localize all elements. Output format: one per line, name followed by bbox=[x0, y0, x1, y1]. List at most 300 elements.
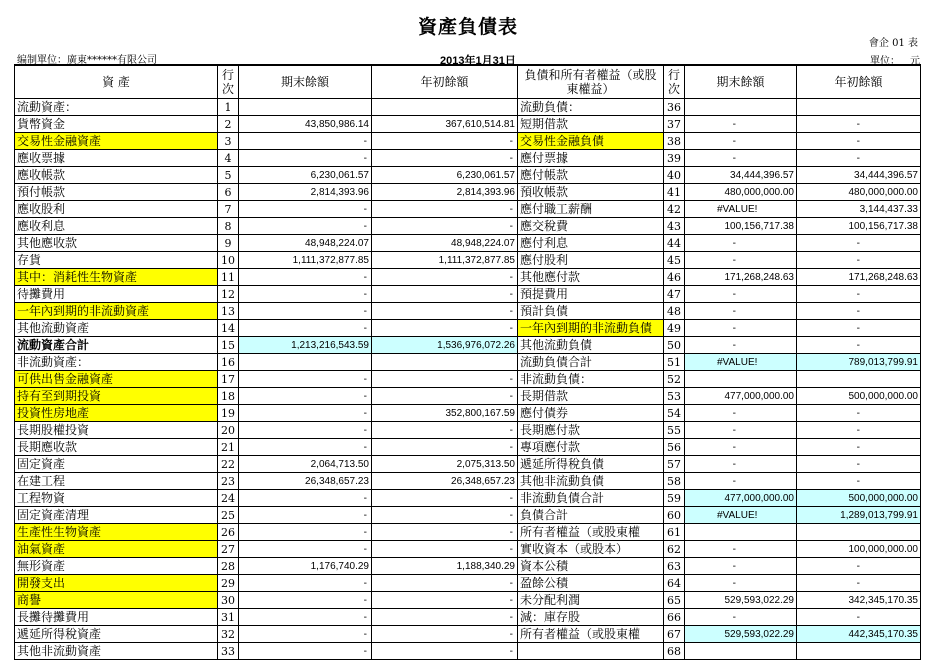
liability-begin-balance-cell bbox=[797, 524, 921, 541]
liability-line-no-cell: 51 bbox=[664, 354, 685, 371]
liability-line-no-cell: 60 bbox=[664, 507, 685, 524]
liability-end-balance-header: 期末餘額 bbox=[685, 65, 797, 99]
liability-end-balance-cell: - bbox=[685, 252, 797, 269]
asset-name-cell: 長攤待攤費用 bbox=[15, 609, 218, 626]
liability-name-cell: 應付票據 bbox=[518, 150, 664, 167]
liability-line-no-cell: 46 bbox=[664, 269, 685, 286]
liability-line-no-cell: 68 bbox=[664, 643, 685, 660]
asset-end-balance-cell: - bbox=[239, 575, 372, 592]
asset-line-no-cell: 30 bbox=[218, 592, 239, 609]
asset-end-balance-cell: - bbox=[239, 405, 372, 422]
liability-begin-balance-cell: - bbox=[797, 575, 921, 592]
liability-name-cell: 非流動負債合計 bbox=[518, 490, 664, 507]
liability-begin-balance-cell: - bbox=[797, 558, 921, 575]
liability-begin-balance-cell: - bbox=[797, 337, 921, 354]
asset-name-cell: 流動資產合計 bbox=[15, 337, 218, 354]
liability-line-no-cell: 61 bbox=[664, 524, 685, 541]
asset-name-cell: 應收股利 bbox=[15, 201, 218, 218]
asset-end-balance-cell: - bbox=[239, 422, 372, 439]
liability-line-no-cell: 62 bbox=[664, 541, 685, 558]
liability-line-header: 行 次 bbox=[664, 65, 685, 99]
liability-begin-balance-cell: - bbox=[797, 405, 921, 422]
asset-line-no-cell: 5 bbox=[218, 167, 239, 184]
asset-end-balance-cell: 43,850,986.14 bbox=[239, 116, 372, 133]
asset-line-no-cell: 31 bbox=[218, 609, 239, 626]
asset-name-cell: 長期應收款 bbox=[15, 439, 218, 456]
liability-line-no-cell: 44 bbox=[664, 235, 685, 252]
liability-end-balance-cell: 480,000,000.00 bbox=[685, 184, 797, 201]
liability-end-balance-cell: #VALUE! bbox=[685, 201, 797, 218]
liability-name-cell: 短期借款 bbox=[518, 116, 664, 133]
asset-end-balance-cell: - bbox=[239, 609, 372, 626]
liability-name-cell: 預計負債 bbox=[518, 303, 664, 320]
asset-name-cell: 開發支出 bbox=[15, 575, 218, 592]
asset-begin-balance-cell: - bbox=[372, 371, 518, 388]
table-row bbox=[15, 320, 921, 337]
liability-end-balance-cell bbox=[685, 371, 797, 388]
liability-begin-balance-cell: 789,013,799.91 bbox=[797, 354, 921, 371]
liability-name-cell: 所有者權益（或股東權 bbox=[518, 524, 664, 541]
liability-name-cell: 所有者權益（或股東權 bbox=[518, 626, 664, 643]
liability-end-balance-cell: - bbox=[685, 320, 797, 337]
liability-end-balance-cell: - bbox=[685, 439, 797, 456]
liability-end-balance-cell: - bbox=[685, 575, 797, 592]
asset-end-balance-cell: - bbox=[239, 490, 372, 507]
asset-begin-balance-cell: 6,230,061.57 bbox=[372, 167, 518, 184]
asset-begin-balance-cell bbox=[372, 354, 518, 371]
liability-name-cell: 應付職工薪酬 bbox=[518, 201, 664, 218]
liability-begin-balance-cell: 500,000,000.00 bbox=[797, 388, 921, 405]
table-row bbox=[15, 116, 921, 133]
liability-begin-balance-cell bbox=[797, 99, 921, 116]
table-row bbox=[15, 422, 921, 439]
liability-line-no-cell: 49 bbox=[664, 320, 685, 337]
liability-begin-balance-cell: 100,156,717.38 bbox=[797, 218, 921, 235]
asset-begin-balance-cell: - bbox=[372, 320, 518, 337]
liability-begin-balance-cell: - bbox=[797, 252, 921, 269]
asset-line-no-cell: 15 bbox=[218, 337, 239, 354]
asset-line-no-cell: 4 bbox=[218, 150, 239, 167]
table-row bbox=[15, 252, 921, 269]
header-row bbox=[15, 65, 921, 99]
asset-begin-balance-cell: - bbox=[372, 133, 518, 150]
asset-end-balance-cell: - bbox=[239, 150, 372, 167]
liability-name-cell bbox=[518, 643, 664, 660]
liability-end-balance-cell: 529,593,022.29 bbox=[685, 592, 797, 609]
liability-name-cell: 資本公積 bbox=[518, 558, 664, 575]
asset-end-balance-cell: 6,230,061.57 bbox=[239, 167, 372, 184]
table-row bbox=[15, 592, 921, 609]
table-row bbox=[15, 626, 921, 643]
asset-name-cell: 投資性房地產 bbox=[15, 405, 218, 422]
asset-begin-balance-cell: - bbox=[372, 269, 518, 286]
table-row bbox=[15, 167, 921, 184]
asset-name-cell: 存貨 bbox=[15, 252, 218, 269]
liability-name-cell: 長期借款 bbox=[518, 388, 664, 405]
asset-end-balance-cell: - bbox=[239, 643, 372, 660]
asset-name-cell: 待攤費用 bbox=[15, 286, 218, 303]
asset-begin-balance-cell: - bbox=[372, 150, 518, 167]
asset-line-header: 行 次 bbox=[218, 65, 239, 99]
table-row bbox=[15, 99, 921, 116]
liability-end-balance-cell: - bbox=[685, 303, 797, 320]
liability-line-no-cell: 67 bbox=[664, 626, 685, 643]
liability-line-no-cell: 38 bbox=[664, 133, 685, 150]
liability-begin-balance-cell: - bbox=[797, 286, 921, 303]
asset-line-no-cell: 3 bbox=[218, 133, 239, 150]
asset-line-no-cell: 28 bbox=[218, 558, 239, 575]
asset-line-no-cell: 13 bbox=[218, 303, 239, 320]
liability-name-cell: 盈餘公積 bbox=[518, 575, 664, 592]
asset-end-balance-cell: - bbox=[239, 388, 372, 405]
liability-end-balance-cell: - bbox=[685, 133, 797, 150]
asset-line-no-cell: 18 bbox=[218, 388, 239, 405]
asset-line-no-cell: 20 bbox=[218, 422, 239, 439]
asset-end-balance-cell: - bbox=[239, 201, 372, 218]
asset-begin-balance-cell: 367,610,514.81 bbox=[372, 116, 518, 133]
asset-line-no-cell: 25 bbox=[218, 507, 239, 524]
liability-end-balance-cell: #VALUE! bbox=[685, 354, 797, 371]
liability-name-cell: 應付利息 bbox=[518, 235, 664, 252]
liability-begin-balance-cell: 3,144,437.33 bbox=[797, 201, 921, 218]
report-date: 2013年1月31日 bbox=[440, 55, 516, 67]
liability-begin-balance-cell: 342,345,170.35 bbox=[797, 592, 921, 609]
form-code: 會企 01 表 bbox=[868, 38, 918, 49]
asset-name-cell: 其他非流動資產 bbox=[15, 643, 218, 660]
liability-begin-balance-cell: - bbox=[797, 303, 921, 320]
asset-end-balance-cell bbox=[239, 99, 372, 116]
liability-end-balance-cell: - bbox=[685, 541, 797, 558]
asset-end-balance-cell: 2,814,393.96 bbox=[239, 184, 372, 201]
asset-begin-balance-cell: - bbox=[372, 218, 518, 235]
liability-begin-balance-cell: - bbox=[797, 473, 921, 490]
asset-name-cell: 持有至到期投資 bbox=[15, 388, 218, 405]
asset-line-no-cell: 8 bbox=[218, 218, 239, 235]
asset-end-balance-cell: - bbox=[239, 541, 372, 558]
asset-end-balance-cell: - bbox=[239, 133, 372, 150]
asset-end-balance-cell: - bbox=[239, 524, 372, 541]
asset-line-no-cell: 14 bbox=[218, 320, 239, 337]
asset-begin-balance-cell: 1,536,976,072.26 bbox=[372, 337, 518, 354]
table-row bbox=[15, 609, 921, 626]
liability-line-no-cell: 55 bbox=[664, 422, 685, 439]
liability-name-cell: 預收帳款 bbox=[518, 184, 664, 201]
liability-end-balance-cell: 100,156,717.38 bbox=[685, 218, 797, 235]
asset-begin-balance-cell: - bbox=[372, 422, 518, 439]
asset-line-no-cell: 29 bbox=[218, 575, 239, 592]
asset-line-no-cell: 7 bbox=[218, 201, 239, 218]
liability-begin-balance-cell: 442,345,170.35 bbox=[797, 626, 921, 643]
liability-end-balance-cell bbox=[685, 99, 797, 116]
asset-name-cell: 可供出售金融資產 bbox=[15, 371, 218, 388]
liability-line-no-cell: 57 bbox=[664, 456, 685, 473]
liability-begin-balance-header: 年初餘額 bbox=[797, 65, 921, 99]
liability-name-cell: 預提費用 bbox=[518, 286, 664, 303]
asset-end-balance-cell: - bbox=[239, 439, 372, 456]
asset-begin-balance-cell: - bbox=[372, 524, 518, 541]
asset-name-cell: 商譽 bbox=[15, 592, 218, 609]
asset-line-no-cell: 26 bbox=[218, 524, 239, 541]
liability-line-no-cell: 36 bbox=[664, 99, 685, 116]
asset-end-balance-cell: - bbox=[239, 626, 372, 643]
liability-begin-balance-cell: - bbox=[797, 439, 921, 456]
asset-name-cell: 預付帳款 bbox=[15, 184, 218, 201]
asset-end-balance-cell: - bbox=[239, 507, 372, 524]
table-row bbox=[15, 490, 921, 507]
balance-sheet-table bbox=[14, 64, 921, 660]
liability-name-cell: 負債合計 bbox=[518, 507, 664, 524]
asset-begin-balance-cell: - bbox=[372, 490, 518, 507]
asset-name-cell: 遞延所得稅資產 bbox=[15, 626, 218, 643]
asset-end-balance-cell: - bbox=[239, 592, 372, 609]
liability-name-cell: 長期應付款 bbox=[518, 422, 664, 439]
asset-begin-balance-cell: 2,075,313.50 bbox=[372, 456, 518, 473]
liability-name-cell: 應付股利 bbox=[518, 252, 664, 269]
asset-line-no-cell: 17 bbox=[218, 371, 239, 388]
liability-begin-balance-cell: - bbox=[797, 235, 921, 252]
liability-begin-balance-cell bbox=[797, 371, 921, 388]
asset-begin-balance-cell: - bbox=[372, 439, 518, 456]
asset-begin-balance-cell: - bbox=[372, 541, 518, 558]
liability-end-balance-cell bbox=[685, 643, 797, 660]
liability-name-cell: 流動負債合計 bbox=[518, 354, 664, 371]
liability-end-balance-cell: - bbox=[685, 422, 797, 439]
table-row bbox=[15, 524, 921, 541]
organization-label: 编制單位：廣東******有限公司 bbox=[17, 55, 157, 66]
liability-name-cell: 交易性金融負債 bbox=[518, 133, 664, 150]
asset-name-cell: 流動資產： bbox=[15, 99, 218, 116]
liability-end-balance-cell: 34,444,396.57 bbox=[685, 167, 797, 184]
asset-begin-balance-cell bbox=[372, 99, 518, 116]
asset-end-balance-cell: 1,111,372,877.85 bbox=[239, 252, 372, 269]
liability-line-no-cell: 56 bbox=[664, 439, 685, 456]
unit-value: 元 bbox=[910, 56, 920, 67]
liability-header: 負債和所有者權益（或股東權益） bbox=[518, 65, 664, 99]
asset-line-no-cell: 19 bbox=[218, 405, 239, 422]
asset-end-balance-cell: - bbox=[239, 303, 372, 320]
asset-name-cell: 油氣資產 bbox=[15, 541, 218, 558]
asset-begin-balance-cell: - bbox=[372, 303, 518, 320]
table-row bbox=[15, 303, 921, 320]
asset-name-cell: 生產性生物資產 bbox=[15, 524, 218, 541]
liability-line-no-cell: 41 bbox=[664, 184, 685, 201]
table-row bbox=[15, 354, 921, 371]
liability-name-cell: 減：庫存股 bbox=[518, 609, 664, 626]
table-row bbox=[15, 337, 921, 354]
asset-end-balance-header: 期末餘額 bbox=[239, 65, 372, 99]
table-row bbox=[15, 218, 921, 235]
liability-line-no-cell: 64 bbox=[664, 575, 685, 592]
table-row bbox=[15, 507, 921, 524]
asset-end-balance-cell: 2,064,713.50 bbox=[239, 456, 372, 473]
table-row bbox=[15, 575, 921, 592]
asset-begin-balance-cell: 2,814,393.96 bbox=[372, 184, 518, 201]
liability-end-balance-cell: - bbox=[685, 473, 797, 490]
liability-name-cell: 其他非流動負債 bbox=[518, 473, 664, 490]
liability-line-no-cell: 54 bbox=[664, 405, 685, 422]
liability-end-balance-cell: - bbox=[685, 235, 797, 252]
asset-end-balance-cell: 1,176,740.29 bbox=[239, 558, 372, 575]
liability-line-no-cell: 40 bbox=[664, 167, 685, 184]
table-row bbox=[15, 269, 921, 286]
asset-line-no-cell: 1 bbox=[218, 99, 239, 116]
asset-begin-balance-cell: - bbox=[372, 388, 518, 405]
asset-name-cell: 非流動資產： bbox=[15, 354, 218, 371]
asset-name-cell: 貨幣資金 bbox=[15, 116, 218, 133]
liability-end-balance-cell: #VALUE! bbox=[685, 507, 797, 524]
asset-name-cell: 工程物資 bbox=[15, 490, 218, 507]
liability-name-cell: 流動負債： bbox=[518, 99, 664, 116]
liability-begin-balance-cell bbox=[797, 643, 921, 660]
liability-end-balance-cell: 171,268,248.63 bbox=[685, 269, 797, 286]
liability-name-cell: 其他應付款 bbox=[518, 269, 664, 286]
liability-name-cell: 應付債券 bbox=[518, 405, 664, 422]
liability-line-no-cell: 42 bbox=[664, 201, 685, 218]
liability-line-no-cell: 37 bbox=[664, 116, 685, 133]
asset-name-cell: 應收帳款 bbox=[15, 167, 218, 184]
asset-line-no-cell: 27 bbox=[218, 541, 239, 558]
asset-begin-balance-cell: - bbox=[372, 575, 518, 592]
liability-end-balance-cell: - bbox=[685, 558, 797, 575]
asset-name-cell: 應收票據 bbox=[15, 150, 218, 167]
asset-line-no-cell: 23 bbox=[218, 473, 239, 490]
table-row bbox=[15, 473, 921, 490]
liability-name-cell: 應付帳款 bbox=[518, 167, 664, 184]
liability-line-no-cell: 63 bbox=[664, 558, 685, 575]
liability-line-no-cell: 50 bbox=[664, 337, 685, 354]
table-row bbox=[15, 541, 921, 558]
liability-name-cell: 實收資本（或股本） bbox=[518, 541, 664, 558]
liability-end-balance-cell bbox=[685, 524, 797, 541]
asset-end-balance-cell: - bbox=[239, 286, 372, 303]
liability-end-balance-cell: - bbox=[685, 337, 797, 354]
asset-begin-balance-cell: - bbox=[372, 609, 518, 626]
asset-name-cell: 固定資產 bbox=[15, 456, 218, 473]
liability-begin-balance-cell: 171,268,248.63 bbox=[797, 269, 921, 286]
table-row bbox=[15, 405, 921, 422]
asset-begin-balance-cell: - bbox=[372, 643, 518, 660]
liability-line-no-cell: 66 bbox=[664, 609, 685, 626]
asset-begin-balance-cell: 352,800,167.59 bbox=[372, 405, 518, 422]
liability-begin-balance-cell: - bbox=[797, 116, 921, 133]
liability-begin-balance-cell: - bbox=[797, 320, 921, 337]
asset-end-balance-cell: - bbox=[239, 269, 372, 286]
liability-name-cell: 應交稅費 bbox=[518, 218, 664, 235]
liability-begin-balance-cell: 100,000,000.00 bbox=[797, 541, 921, 558]
liability-end-balance-cell: 477,000,000.00 bbox=[685, 388, 797, 405]
asset-line-no-cell: 2 bbox=[218, 116, 239, 133]
asset-line-no-cell: 16 bbox=[218, 354, 239, 371]
asset-name-cell: 其他流動資產 bbox=[15, 320, 218, 337]
asset-begin-balance-cell: - bbox=[372, 626, 518, 643]
asset-end-balance-cell bbox=[239, 354, 372, 371]
asset-line-no-cell: 33 bbox=[218, 643, 239, 660]
asset-end-balance-cell: 1,213,216,543.59 bbox=[239, 337, 372, 354]
table-row bbox=[15, 150, 921, 167]
liability-line-no-cell: 43 bbox=[664, 218, 685, 235]
asset-name-cell: 在建工程 bbox=[15, 473, 218, 490]
liability-line-no-cell: 47 bbox=[664, 286, 685, 303]
liability-line-no-cell: 45 bbox=[664, 252, 685, 269]
liability-name-cell: 一年內到期的非流動負債 bbox=[518, 320, 664, 337]
liability-name-cell: 專項應付款 bbox=[518, 439, 664, 456]
liability-end-balance-cell: - bbox=[685, 286, 797, 303]
asset-line-no-cell: 24 bbox=[218, 490, 239, 507]
table-row bbox=[15, 133, 921, 150]
asset-line-no-cell: 32 bbox=[218, 626, 239, 643]
liability-name-cell: 非流動負債： bbox=[518, 371, 664, 388]
asset-end-balance-cell: - bbox=[239, 320, 372, 337]
liability-end-balance-cell: 477,000,000.00 bbox=[685, 490, 797, 507]
asset-begin-balance-cell: - bbox=[372, 286, 518, 303]
table-row bbox=[15, 439, 921, 456]
liability-line-no-cell: 48 bbox=[664, 303, 685, 320]
asset-name-cell: 無形資產 bbox=[15, 558, 218, 575]
liability-name-cell: 其他流動負債 bbox=[518, 337, 664, 354]
liability-line-no-cell: 53 bbox=[664, 388, 685, 405]
liability-name-cell: 遞延所得稅負債 bbox=[518, 456, 664, 473]
liability-end-balance-cell: - bbox=[685, 150, 797, 167]
asset-header: 資 產 bbox=[15, 65, 218, 99]
liability-begin-balance-cell: - bbox=[797, 609, 921, 626]
asset-name-cell: 其中：消耗性生物資產 bbox=[15, 269, 218, 286]
table-row bbox=[15, 235, 921, 252]
liability-begin-balance-cell: - bbox=[797, 150, 921, 167]
table-row bbox=[15, 558, 921, 575]
table-row bbox=[15, 456, 921, 473]
table-row bbox=[15, 286, 921, 303]
liability-end-balance-cell: - bbox=[685, 456, 797, 473]
table-row bbox=[15, 371, 921, 388]
asset-begin-balance-cell: - bbox=[372, 201, 518, 218]
liability-name-cell: 未分配利潤 bbox=[518, 592, 664, 609]
asset-line-no-cell: 6 bbox=[218, 184, 239, 201]
asset-name-cell: 應收利息 bbox=[15, 218, 218, 235]
asset-end-balance-cell: 48,948,224.07 bbox=[239, 235, 372, 252]
asset-end-balance-cell: - bbox=[239, 371, 372, 388]
liability-end-balance-cell: - bbox=[685, 609, 797, 626]
asset-name-cell: 其他應收款 bbox=[15, 235, 218, 252]
liability-begin-balance-cell: - bbox=[797, 456, 921, 473]
report-title: 資產負債表 bbox=[417, 16, 518, 38]
liability-begin-balance-cell: 500,000,000.00 bbox=[797, 490, 921, 507]
liability-line-no-cell: 65 bbox=[664, 592, 685, 609]
asset-name-cell: 交易性金融資產 bbox=[15, 133, 218, 150]
asset-line-no-cell: 9 bbox=[218, 235, 239, 252]
asset-end-balance-cell: 26,348,657.23 bbox=[239, 473, 372, 490]
asset-begin-balance-cell: 1,188,340.29 bbox=[372, 558, 518, 575]
asset-begin-balance-cell: - bbox=[372, 507, 518, 524]
asset-line-no-cell: 22 bbox=[218, 456, 239, 473]
liability-begin-balance-cell: 480,000,000.00 bbox=[797, 184, 921, 201]
liability-begin-balance-cell: - bbox=[797, 422, 921, 439]
unit-label-text: 單位： bbox=[870, 56, 900, 67]
asset-name-cell: 長期股權投資 bbox=[15, 422, 218, 439]
asset-begin-balance-header: 年初餘額 bbox=[372, 65, 518, 99]
asset-line-no-cell: 12 bbox=[218, 286, 239, 303]
asset-name-cell: 固定資產清理 bbox=[15, 507, 218, 524]
liability-begin-balance-cell: 1,289,013,799.91 bbox=[797, 507, 921, 524]
liability-line-no-cell: 39 bbox=[664, 150, 685, 167]
asset-begin-balance-cell: 26,348,657.23 bbox=[372, 473, 518, 490]
liability-begin-balance-cell: 34,444,396.57 bbox=[797, 167, 921, 184]
table-row bbox=[15, 201, 921, 218]
asset-begin-balance-cell: 1,111,372,877.85 bbox=[372, 252, 518, 269]
asset-line-no-cell: 10 bbox=[218, 252, 239, 269]
liability-end-balance-cell: - bbox=[685, 405, 797, 422]
asset-begin-balance-cell: - bbox=[372, 592, 518, 609]
asset-line-no-cell: 11 bbox=[218, 269, 239, 286]
